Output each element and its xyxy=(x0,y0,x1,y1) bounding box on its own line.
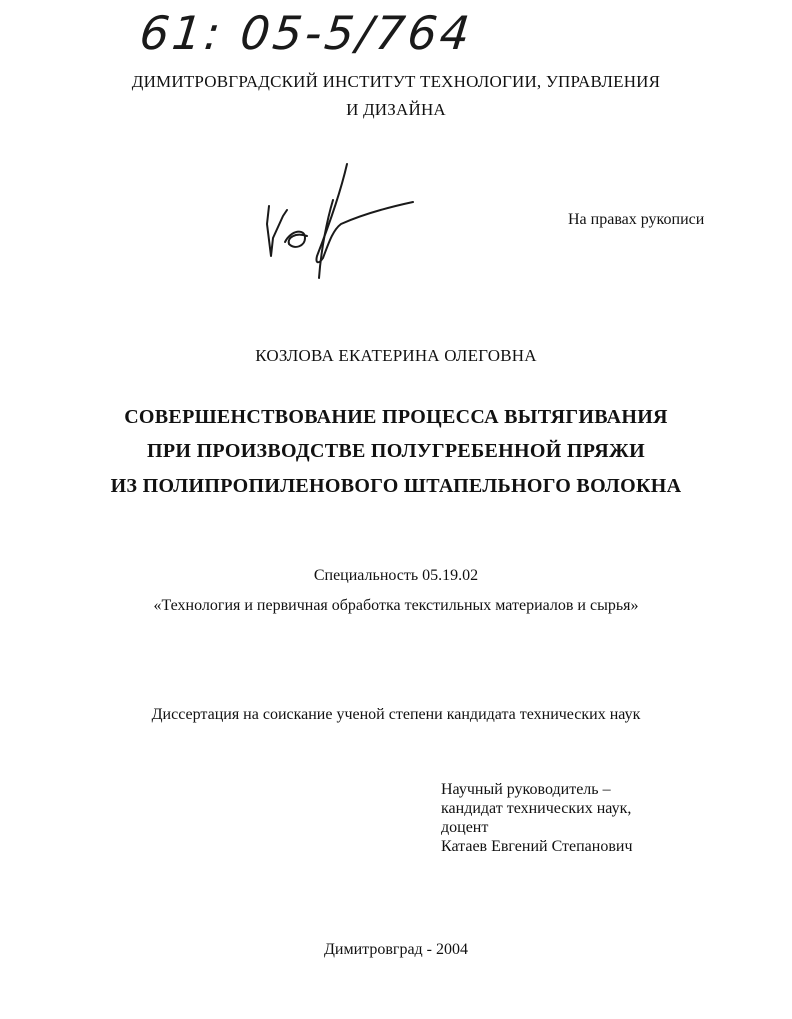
place-and-year: Димитровград - 2004 xyxy=(323,941,469,958)
supervisor-rank: доцент xyxy=(441,819,489,836)
signature-stroke-slash xyxy=(316,164,413,262)
supervisor-role: Научный руководитель – xyxy=(441,781,611,798)
supervisor-degree: кандидат технических наук, xyxy=(441,800,632,817)
specialty-code: Специальность 05.19.02 xyxy=(313,567,479,584)
signature xyxy=(255,160,425,285)
dissertation-title-line3: ИЗ ПОЛИПРОПИЛЕНОВОГО ШТАПЕЛЬНОГО ВОЛОКНА xyxy=(110,475,682,497)
supervisor-block xyxy=(441,780,633,856)
institute-name-line2: И ДИЗАЙНА xyxy=(346,100,446,119)
specialty-name: «Технология и первичная обработка текстильных материалов и сырья» xyxy=(153,597,639,614)
handwritten-catalog-number: 61: 05-5/764 xyxy=(137,6,476,60)
rights-note: На правах рукописи xyxy=(568,211,705,228)
institute-name-line1: ДИМИТРОВГРАДСКИЙ ИНСТИТУТ ТЕХНОЛОГИИ, УПРАВЛЕНИЯ xyxy=(131,72,661,91)
dissertation-title-line2: ПРИ ПРОИЗВОДСТВЕ ПОЛУГРЕБЕННОЙ ПРЯЖИ xyxy=(147,440,645,462)
signature-stroke-loop xyxy=(285,232,307,247)
dissertation-title-line1: СОВЕРШЕНСТВОВАНИЕ ПРОЦЕССА ВЫТЯГИВАНИЯ xyxy=(124,406,668,428)
signature-stroke-k xyxy=(267,206,287,256)
supervisor-name: Катаев Евгений Степанович xyxy=(441,838,633,855)
author-name: КОЗЛОВА ЕКАТЕРИНА ОЛЕГОВНА xyxy=(255,346,537,365)
dissertation-statement: Диссертация на соискание ученой степени кандидата технических наук xyxy=(151,706,641,723)
